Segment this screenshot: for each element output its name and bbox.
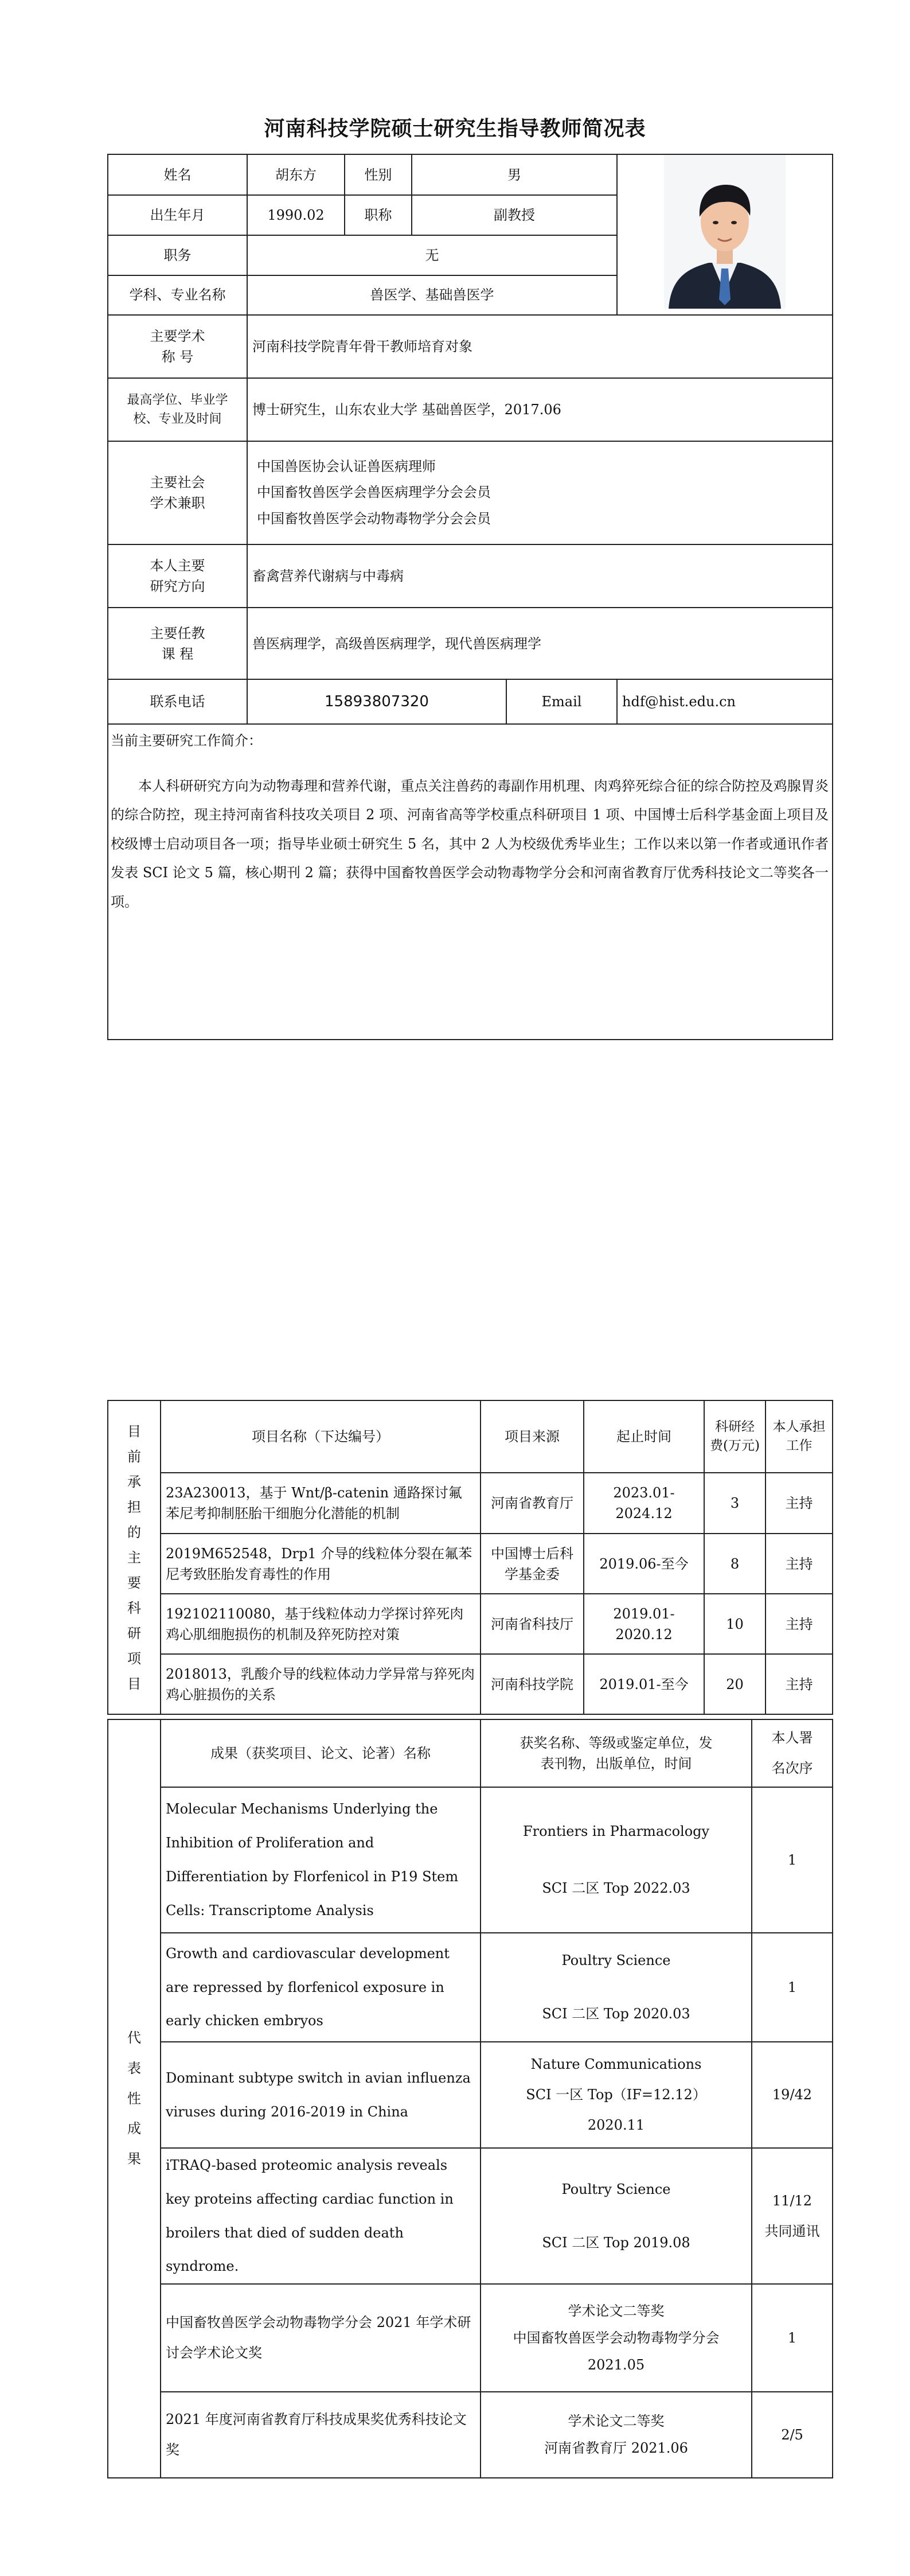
social-label	[108, 441, 247, 544]
projects-header-period: 起止时间	[584, 1400, 704, 1473]
table-row	[108, 1594, 833, 1654]
project-funding: 3	[704, 1473, 766, 1534]
project-name: 23A230013，基于 Wnt/β-catenin 通路探讨氟苯尼考抑制胚胎干细胞分化潜能的机制	[161, 1473, 481, 1534]
summary-body: 本人科研研究方向为动物毒理和营养代谢，重点关注兽药的毒副作用机理、肉鸡猝死综合征的综合防控及鸡腺胃炎的综合防控，现主持河南省科技攻关项目 2 项、河南省高等学校重点科研项目 1 项、中国博士后科学基金面上项目及校级博士启动项目各一项；指导毕业硕士研究生 5 名，其中 2 人为校级优秀毕业生；工作以来以第一作者或通讯作者发表 SCI 论文 5 篇，核心期刊 2 篇；获得中国畜牧兽医学会动物毒物学分会和河南省教育厅优秀科技论文二等奖各一项。	[111, 778, 829, 910]
table-row	[108, 1933, 833, 2042]
achievement-award: Nature Communications SCI 一区 Top（IF=12.12） 2020.11	[481, 2042, 752, 2148]
achievement-order: 1	[752, 1933, 833, 2042]
phone-label: 联系电话	[108, 679, 247, 724]
birth-value: 1990.02	[247, 195, 345, 235]
courses-value: 兽医病理学，高级兽医病理学，现代兽医病理学	[247, 608, 833, 679]
social-item: 中国畜牧兽医学会兽医病理学分会会员	[257, 484, 491, 501]
summary-title: 当前主要研究工作简介：	[111, 733, 262, 749]
table-row	[108, 2392, 833, 2478]
project-funding: 10	[704, 1594, 766, 1654]
honor-label	[108, 315, 247, 378]
photo-cell	[617, 154, 833, 315]
discipline-value: 兽医学、基础兽医学	[247, 275, 617, 315]
achievements-header-name: 成果（获奖项目、论文、论著）名称	[161, 1719, 481, 1787]
email-label: Email	[506, 679, 617, 724]
table-row	[108, 2148, 833, 2284]
project-name: 2018013，乳酸介导的线粒体动力学异常与猝死肉鸡心脏损伤的关系	[161, 1654, 481, 1714]
rank-value: 副教授	[412, 195, 617, 235]
portrait-photo	[664, 155, 786, 309]
social-label-line-1: 主要社会	[150, 474, 205, 491]
gender-label: 性别	[345, 154, 412, 195]
project-source: 河南省科技厅	[481, 1594, 584, 1654]
projects-header-role: 本人承担工作	[766, 1400, 833, 1473]
table-row	[108, 1534, 833, 1594]
achievement-name: Molecular Mechanisms Underlying the Inhibition of Proliferation and Differentiation by Florfenicol in P19 Stem Cells: Transcriptome Analysis	[161, 1787, 481, 1933]
projects-header-name: 项目名称（下达编号）	[161, 1400, 481, 1473]
rank-label: 职称	[345, 195, 412, 235]
table-row	[108, 1787, 833, 1933]
projects-side-label: 目 前 承 担 的 主 要 科 研 项 目	[108, 1400, 161, 1714]
project-name: 192102110080，基于线粒体动力学探讨猝死肉鸡心肌细胞损伤的机制及猝死防控对策	[161, 1594, 481, 1654]
social-value	[247, 441, 833, 544]
achievement-name: iTRAQ-based proteomic analysis reveals key proteins affecting cardiac function in broilers that died of sudden death syndrome.	[161, 2148, 481, 2284]
project-source: 河南科技学院	[481, 1654, 584, 1714]
achievements-table	[107, 1719, 833, 2478]
achievements-header-award: 获奖名称、等级或鉴定单位，发表刊物，出版单位，时间	[481, 1719, 752, 1787]
achievement-name: 2021 年度河南省教育厅科技成果奖优秀科技论文奖	[161, 2392, 481, 2478]
achievement-award: 学术论文二等奖 河南省教育厅 2021.06	[481, 2392, 752, 2478]
duty-label: 职务	[108, 235, 247, 275]
page-title: 河南科技学院硕士研究生指导教师简况表	[264, 117, 646, 141]
achievements-side-label: 代 表 性 成 果	[108, 1719, 161, 2478]
courses-label-line-2: 课 程	[161, 645, 194, 662]
courses-label	[108, 608, 247, 679]
social-label-line-2: 学术兼职	[150, 495, 205, 511]
research-value: 畜禽营养代谢病与中毒病	[247, 544, 833, 608]
degree-label-line-1: 最高学位、毕业学	[127, 393, 228, 407]
project-role: 主持	[766, 1654, 833, 1714]
birth-label: 出生年月	[108, 195, 247, 235]
table-row	[108, 1473, 833, 1534]
achievement-award: Poultry Science SCI 二区 Top 2020.03	[481, 1933, 752, 2042]
honor-label-line-2: 称 号	[161, 349, 194, 365]
degree-value: 博士研究生，山东农业大学 基础兽医学，2017.06	[247, 378, 833, 441]
table-row	[108, 1654, 833, 1714]
achievements-header-order: 本人署名次序	[752, 1719, 833, 1787]
name-label: 姓名	[108, 154, 247, 195]
achievement-order	[752, 2148, 833, 2284]
honor-value: 河南科技学院青年骨干教师培育对象	[247, 315, 833, 378]
achievement-name: 中国畜牧兽医学会动物毒物学分会 2021 年学术研讨会学术论文奖	[161, 2284, 481, 2392]
research-label-line-2: 研究方向	[150, 578, 205, 594]
project-period: 2023.01-2024.12	[584, 1473, 704, 1534]
achievement-order-main: 11/12	[772, 2192, 813, 2209]
name-value: 胡东方	[247, 154, 345, 195]
project-source: 河南省教育厅	[481, 1473, 584, 1534]
discipline-label: 学科、专业名称	[108, 275, 247, 315]
table-row	[108, 2284, 833, 2392]
basic-info-table	[107, 154, 833, 1040]
honor-label-line-1: 主要学术	[150, 328, 205, 344]
project-name: 2019M652548，Drp1 介导的线粒体分裂在氟苯尼考致胚胎发育毒性的作用	[161, 1534, 481, 1594]
project-period: 2019.01-2020.12	[584, 1594, 704, 1654]
social-item: 中国畜牧兽医学会动物毒物学分会会员	[257, 510, 491, 527]
achievement-order: 2/5	[752, 2392, 833, 2478]
achievement-award: Poultry Science SCI 二区 Top 2019.08	[481, 2148, 752, 2284]
achievement-award: 学术论文二等奖 中国畜牧兽医学会动物毒物学分会 2021.05	[481, 2284, 752, 2392]
courses-label-line-1: 主要任教	[150, 625, 205, 641]
project-role: 主持	[766, 1534, 833, 1594]
projects-header-funding: 科研经费(万元)	[704, 1400, 766, 1473]
achievement-name: Growth and cardiovascular development are repressed by florfenicol exposure in early chicken embryos	[161, 1933, 481, 2042]
projects-header-source: 项目来源	[481, 1400, 584, 1473]
project-source: 中国博士后科学基金委	[481, 1534, 584, 1594]
project-period: 2019.01-至今	[584, 1654, 704, 1714]
achievement-order: 1	[752, 1787, 833, 1933]
phone-value: 15893807320	[247, 679, 506, 724]
degree-label	[108, 378, 247, 441]
table-row	[108, 2042, 833, 2148]
degree-label-line-2: 校、专业及时间	[133, 412, 222, 426]
research-label	[108, 544, 247, 608]
duty-value: 无	[247, 235, 617, 275]
achievement-order: 1	[752, 2284, 833, 2392]
project-funding: 8	[704, 1534, 766, 1594]
project-role: 主持	[766, 1473, 833, 1534]
research-label-line-1: 本人主要	[150, 558, 205, 574]
achievement-order-note: 共同通讯	[764, 2223, 820, 2239]
achievement-award: Frontiers in Pharmacology SCI 二区 Top 2022.03	[481, 1787, 752, 1933]
project-role: 主持	[766, 1594, 833, 1654]
achievement-name: Dominant subtype switch in avian influenza viruses during 2016-2019 in China	[161, 2042, 481, 2148]
social-item: 中国兽医协会认证兽医病理师	[257, 458, 436, 474]
email-value: hdf@hist.edu.cn	[617, 679, 833, 724]
project-funding: 20	[704, 1654, 766, 1714]
summary-cell	[108, 724, 833, 1040]
gender-value: 男	[412, 154, 617, 195]
project-period: 2019.06-至今	[584, 1534, 704, 1594]
projects-table	[107, 1400, 833, 1715]
achievement-order: 19/42	[752, 2042, 833, 2148]
